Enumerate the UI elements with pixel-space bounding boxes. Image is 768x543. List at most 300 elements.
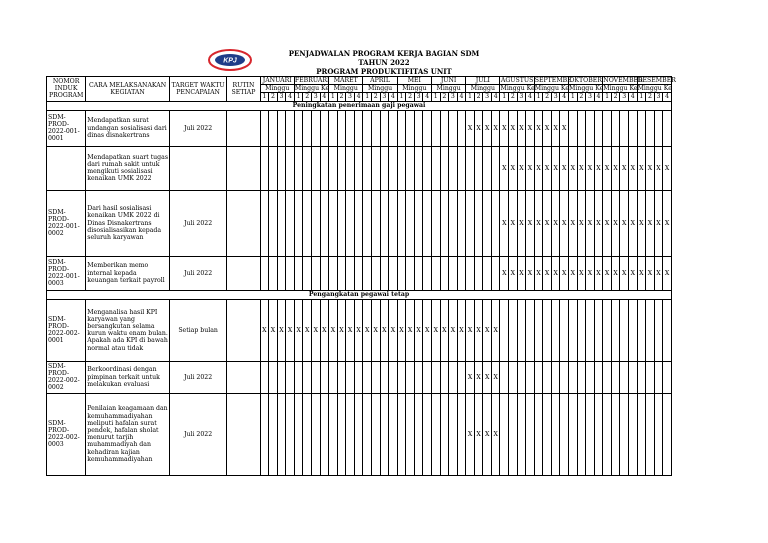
month-subheader: Minggu Ke: [294, 85, 330, 93]
week-cell: [389, 110, 398, 146]
week-cell: [277, 256, 286, 290]
routine-cell: [227, 110, 260, 146]
week-cell: X: [577, 190, 586, 256]
week-cell: [329, 393, 338, 475]
week-number: 4: [286, 93, 295, 101]
week-cell: X: [628, 190, 637, 256]
week-cell: [457, 110, 466, 146]
week-cell: [663, 110, 672, 146]
target-time: Juli 2022: [169, 256, 226, 290]
week-cell: X: [534, 146, 543, 190]
week-cell: [577, 361, 586, 393]
week-number: 4: [560, 93, 569, 101]
week-cell: [628, 393, 637, 475]
month-header: JUNI: [431, 77, 465, 85]
week-cell: X: [483, 361, 492, 393]
week-cell: [269, 256, 278, 290]
week-cell: [646, 393, 655, 475]
week-cell: [380, 110, 389, 146]
week-cell: X: [431, 299, 440, 361]
week-cell: [414, 256, 423, 290]
week-cell: X: [586, 190, 595, 256]
week-cell: [466, 256, 475, 290]
week-cell: [389, 361, 398, 393]
week-cell: X: [474, 361, 483, 393]
table-row: [47, 190, 672, 256]
header-target: TARGET WAKTU PENCAPAIAN: [169, 77, 226, 102]
week-cell: [663, 361, 672, 393]
week-cell: [509, 361, 518, 393]
section-title: Pengangkatan pegawai tetap: [47, 290, 672, 299]
week-cell: [474, 146, 483, 190]
title-line-2: TAHUN 2022: [358, 58, 410, 67]
week-cell: [294, 110, 303, 146]
week-cell: [397, 361, 406, 393]
header-rutin: RUTIN SETIAP: [227, 77, 260, 102]
week-cell: [569, 393, 578, 475]
week-cell: X: [346, 299, 355, 361]
week-number: 4: [526, 93, 535, 101]
week-cell: [543, 393, 552, 475]
week-cell: X: [663, 190, 672, 256]
week-number: 4: [628, 93, 637, 101]
week-cell: [303, 146, 312, 190]
week-cell: [646, 361, 655, 393]
week-cell: [423, 110, 432, 146]
week-cell: X: [620, 256, 629, 290]
month-subheader: Minggu: [260, 85, 294, 93]
week-cell: [466, 146, 475, 190]
week-cell: [320, 110, 329, 146]
week-cell: X: [560, 190, 569, 256]
week-cell: [414, 110, 423, 146]
week-cell: [534, 361, 543, 393]
week-cell: X: [517, 190, 526, 256]
week-cell: [277, 110, 286, 146]
week-cell: X: [286, 299, 295, 361]
week-cell: [500, 361, 509, 393]
week-cell: [406, 146, 415, 190]
week-cell: [389, 393, 398, 475]
week-cell: X: [577, 256, 586, 290]
week-cell: [354, 256, 363, 290]
week-cell: X: [534, 110, 543, 146]
week-cell: [320, 256, 329, 290]
week-cell: [354, 393, 363, 475]
week-cell: X: [329, 299, 338, 361]
week-cell: [329, 146, 338, 190]
schedule-table: [46, 76, 676, 476]
week-number: 4: [594, 93, 603, 101]
week-cell: [500, 299, 509, 361]
week-cell: [277, 393, 286, 475]
week-cell: [414, 146, 423, 190]
week-cell: [628, 361, 637, 393]
week-cell: X: [560, 110, 569, 146]
week-cell: X: [628, 146, 637, 190]
week-number: 3: [586, 93, 595, 101]
week-cell: [577, 299, 586, 361]
week-number: 1: [569, 93, 578, 101]
week-cell: [586, 393, 595, 475]
week-cell: X: [569, 190, 578, 256]
header-cara: CARA MELAKSANAKAN KEGIATAN: [86, 77, 170, 102]
week-cell: [654, 393, 663, 475]
week-cell: [354, 146, 363, 190]
week-cell: [637, 361, 646, 393]
week-cell: X: [440, 299, 449, 361]
week-cell: [371, 190, 380, 256]
week-cell: X: [483, 299, 492, 361]
activity-description: Mendapatkan surat undangan sosialisasi dari dinas disnakertrans: [86, 110, 170, 146]
month-subheader: Minggu Ke: [569, 85, 604, 93]
week-cell: X: [466, 110, 475, 146]
week-number: 4: [663, 93, 672, 101]
week-cell: X: [586, 146, 595, 190]
week-cell: [457, 393, 466, 475]
program-code: [47, 146, 86, 190]
week-number: 2: [543, 93, 552, 101]
target-time: [169, 146, 226, 190]
week-cell: [440, 256, 449, 290]
program-code: SDM-PROD-2022-001-0002: [47, 190, 86, 256]
week-cell: [440, 361, 449, 393]
week-cell: X: [594, 190, 603, 256]
week-cell: X: [397, 299, 406, 361]
week-cell: [337, 190, 346, 256]
week-cell: [474, 190, 483, 256]
week-cell: [663, 299, 672, 361]
week-number: 2: [337, 93, 346, 101]
month-subheader: Minggu Ke: [534, 85, 570, 93]
table-row: [47, 110, 672, 146]
week-cell: [303, 190, 312, 256]
month-header: SEPTEMBE: [534, 77, 572, 84]
week-cell: [594, 299, 603, 361]
table-row: [47, 299, 672, 361]
week-cell: [303, 110, 312, 146]
week-cell: [517, 393, 526, 475]
week-cell: [457, 361, 466, 393]
program-code: SDM-PROD-2022-002-0002: [47, 361, 86, 393]
week-cell: X: [611, 146, 620, 190]
program-code: SDM-PROD-2022-002-0001: [47, 299, 86, 361]
week-cell: X: [526, 146, 535, 190]
section-title: Peningkatan penerimaan gaji pegawai: [47, 101, 672, 110]
week-number: 2: [303, 93, 312, 101]
week-cell: [286, 393, 295, 475]
week-cell: X: [526, 256, 535, 290]
week-cell: [303, 393, 312, 475]
week-cell: [406, 190, 415, 256]
week-cell: X: [646, 190, 655, 256]
week-cell: [423, 361, 432, 393]
week-cell: X: [534, 190, 543, 256]
week-cell: [311, 256, 320, 290]
week-cell: [380, 256, 389, 290]
week-cell: X: [491, 299, 500, 361]
week-cell: [371, 393, 380, 475]
week-cell: [260, 190, 269, 256]
week-number: 1: [397, 93, 406, 101]
week-cell: [569, 110, 578, 146]
week-cell: [526, 393, 535, 475]
week-cell: X: [560, 256, 569, 290]
week-cell: [286, 256, 295, 290]
week-cell: X: [277, 299, 286, 361]
week-cell: [380, 393, 389, 475]
week-cell: [303, 256, 312, 290]
week-cell: X: [483, 393, 492, 475]
week-cell: [663, 393, 672, 475]
week-number: 2: [611, 93, 620, 101]
routine-cell: [227, 190, 260, 256]
week-cell: X: [551, 110, 560, 146]
week-cell: [397, 146, 406, 190]
week-cell: [389, 146, 398, 190]
week-cell: X: [363, 299, 372, 361]
title-line-3: PROGRAM PRODUKTIFITAS UNIT: [316, 67, 452, 76]
week-cell: [628, 299, 637, 361]
week-cell: [560, 361, 569, 393]
week-number: 3: [483, 93, 492, 101]
week-cell: [611, 299, 620, 361]
week-number: 3: [346, 93, 355, 101]
kpj-logo: [207, 48, 253, 72]
week-number: 1: [637, 93, 646, 101]
week-cell: [440, 190, 449, 256]
week-number: 3: [277, 93, 286, 101]
table-row: [47, 393, 672, 475]
week-number: 2: [474, 93, 483, 101]
week-cell: [380, 190, 389, 256]
week-cell: [363, 190, 372, 256]
week-cell: [286, 146, 295, 190]
activity-description: Mendapatkan suart tugas dari rumah sakit untuk mengikuti sosialisasi kenaikan UMK 2022: [86, 146, 170, 190]
week-cell: X: [457, 299, 466, 361]
week-cell: [311, 110, 320, 146]
routine-cell: [227, 146, 260, 190]
week-cell: X: [603, 146, 612, 190]
week-cell: X: [474, 393, 483, 475]
week-number: 2: [577, 93, 586, 101]
week-number: 2: [269, 93, 278, 101]
week-cell: X: [637, 256, 646, 290]
week-cell: X: [526, 110, 535, 146]
week-cell: X: [543, 256, 552, 290]
week-cell: [603, 393, 612, 475]
week-cell: X: [491, 393, 500, 475]
week-cell: [397, 256, 406, 290]
week-number: 1: [431, 93, 440, 101]
target-time: Juli 2022: [169, 110, 226, 146]
week-cell: [569, 299, 578, 361]
week-cell: [474, 256, 483, 290]
week-cell: [406, 361, 415, 393]
routine-cell: [227, 256, 260, 290]
week-cell: [363, 361, 372, 393]
week-cell: [569, 361, 578, 393]
week-cell: [371, 361, 380, 393]
week-cell: [406, 393, 415, 475]
week-cell: X: [594, 256, 603, 290]
week-cell: X: [543, 146, 552, 190]
week-cell: X: [551, 190, 560, 256]
week-cell: [346, 146, 355, 190]
week-cell: [431, 361, 440, 393]
week-cell: [620, 393, 629, 475]
week-cell: [320, 393, 329, 475]
week-cell: X: [474, 110, 483, 146]
month-header: DESEMBER: [637, 77, 676, 84]
week-cell: [491, 256, 500, 290]
week-cell: [294, 393, 303, 475]
target-time: Juli 2022: [169, 190, 226, 256]
week-cell: [577, 393, 586, 475]
week-cell: [526, 361, 535, 393]
week-cell: X: [611, 256, 620, 290]
week-cell: [611, 110, 620, 146]
program-code: SDM-PROD-2022-001-0003: [47, 256, 86, 290]
month-subheader: Minggu: [466, 85, 500, 93]
week-cell: [534, 299, 543, 361]
week-cell: X: [466, 299, 475, 361]
week-cell: X: [646, 256, 655, 290]
week-cell: [260, 110, 269, 146]
week-cell: [311, 393, 320, 475]
program-code: SDM-PROD-2022-002-0003: [47, 393, 86, 475]
week-cell: [260, 361, 269, 393]
week-cell: X: [414, 299, 423, 361]
week-cell: X: [517, 256, 526, 290]
week-cell: X: [620, 190, 629, 256]
week-cell: [363, 256, 372, 290]
week-number: 4: [354, 93, 363, 101]
week-cell: [363, 146, 372, 190]
week-cell: [311, 361, 320, 393]
week-cell: [329, 190, 338, 256]
week-cell: X: [534, 256, 543, 290]
week-cell: X: [500, 190, 509, 256]
week-cell: [286, 361, 295, 393]
week-cell: [628, 110, 637, 146]
week-cell: [500, 393, 509, 475]
week-cell: [260, 256, 269, 290]
week-number: 4: [491, 93, 500, 101]
month-subheader: Minggu: [431, 85, 465, 93]
week-cell: [260, 393, 269, 475]
week-cell: X: [509, 190, 518, 256]
month-subheader: Minggu: [397, 85, 431, 93]
week-cell: [329, 361, 338, 393]
week-cell: [603, 299, 612, 361]
week-cell: [586, 110, 595, 146]
week-cell: [414, 190, 423, 256]
activity-description: Memberikan memo internal kepada keuangan terkait payroll: [86, 256, 170, 290]
week-number: 2: [509, 93, 518, 101]
week-cell: [397, 393, 406, 475]
week-cell: X: [423, 299, 432, 361]
week-cell: X: [371, 299, 380, 361]
week-cell: [449, 146, 458, 190]
week-number: 1: [500, 93, 509, 101]
week-number: 4: [457, 93, 466, 101]
week-cell: [389, 256, 398, 290]
week-cell: [551, 393, 560, 475]
week-cell: X: [500, 256, 509, 290]
week-cell: [637, 299, 646, 361]
title-line-1: PENJADWALAN PROGRAM KERJA BAGIAN SDM: [288, 49, 480, 58]
week-cell: [277, 361, 286, 393]
week-cell: [269, 146, 278, 190]
week-cell: [371, 256, 380, 290]
week-cell: [483, 256, 492, 290]
week-cell: [526, 299, 535, 361]
week-cell: X: [509, 146, 518, 190]
week-cell: [397, 110, 406, 146]
week-number: 3: [654, 93, 663, 101]
week-cell: [294, 256, 303, 290]
week-cell: X: [663, 146, 672, 190]
week-cell: [354, 110, 363, 146]
week-cell: [406, 256, 415, 290]
week-cell: [294, 190, 303, 256]
week-cell: [449, 361, 458, 393]
week-cell: [431, 256, 440, 290]
week-cell: [380, 146, 389, 190]
week-cell: [431, 110, 440, 146]
week-cell: X: [500, 146, 509, 190]
week-cell: X: [380, 299, 389, 361]
week-cell: X: [560, 146, 569, 190]
week-cell: X: [466, 393, 475, 475]
week-cell: [277, 190, 286, 256]
week-number: 3: [380, 93, 389, 101]
week-cell: [594, 110, 603, 146]
week-number: 2: [406, 93, 415, 101]
week-cell: X: [569, 256, 578, 290]
week-cell: X: [569, 146, 578, 190]
week-cell: X: [654, 190, 663, 256]
week-number: 3: [414, 93, 423, 101]
week-cell: X: [389, 299, 398, 361]
week-cell: X: [500, 110, 509, 146]
week-cell: X: [269, 299, 278, 361]
week-cell: [483, 146, 492, 190]
week-cell: X: [491, 361, 500, 393]
week-cell: X: [491, 110, 500, 146]
week-cell: [637, 110, 646, 146]
week-number: 3: [620, 93, 629, 101]
month-header: JANUARI: [260, 77, 294, 85]
week-cell: [449, 256, 458, 290]
week-cell: [337, 110, 346, 146]
week-cell: X: [320, 299, 329, 361]
week-number: 4: [423, 93, 432, 101]
week-cell: [423, 146, 432, 190]
week-number: 1: [534, 93, 543, 101]
week-number: 1: [603, 93, 612, 101]
week-cell: [560, 299, 569, 361]
table-row: [47, 361, 672, 393]
week-cell: [423, 190, 432, 256]
week-cell: [543, 361, 552, 393]
target-time: Juli 2022: [169, 361, 226, 393]
week-cell: [277, 146, 286, 190]
week-number: 3: [311, 93, 320, 101]
week-cell: [431, 190, 440, 256]
routine-cell: [227, 393, 260, 475]
